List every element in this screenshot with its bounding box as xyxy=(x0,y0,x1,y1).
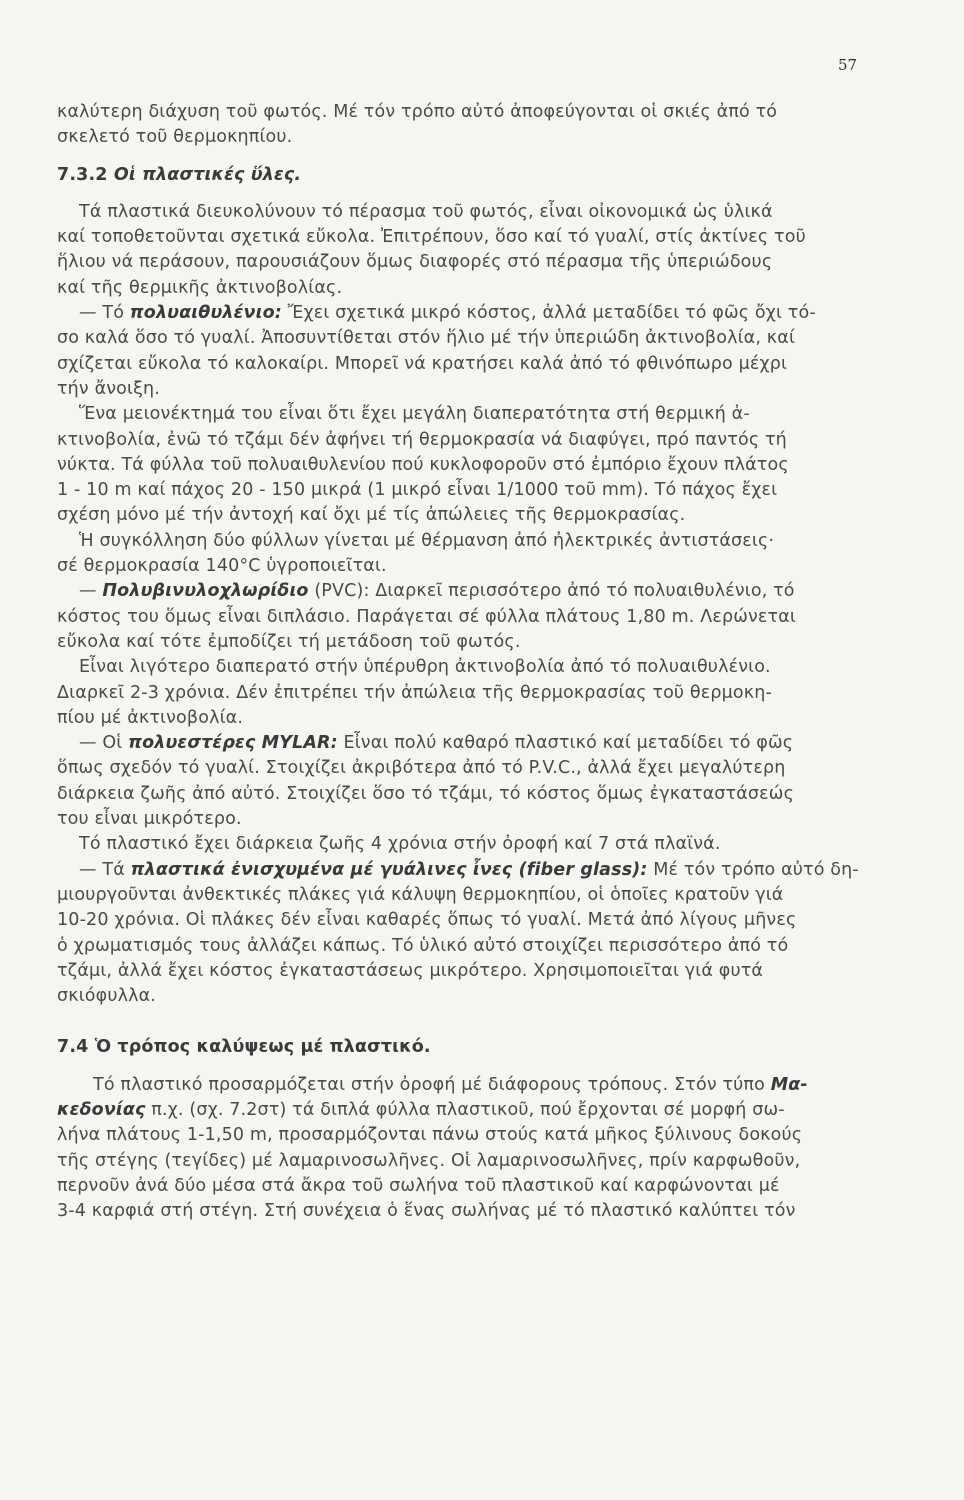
text-line: νύκτα. Τά φύλλα τοῦ πολυαιθυλενίου πού κυκλοφοροῦν στό ἐμπόριο ἔχουν πλάτος xyxy=(57,454,789,475)
text-line: τήν ἄνοιξη. xyxy=(57,378,160,399)
text-line: κεδονίας π.χ. (σχ. 7.2στ) τά διπλά φύλλα πλαστικοῦ, πού ἔρχονται σέ μορφή σω- xyxy=(57,1099,785,1120)
term-mylar: πολυεστέρες MYLAR: xyxy=(128,733,338,754)
term-polyethylene: πολυαιθυλένιο: xyxy=(129,303,282,324)
text-line: 10-20 χρόνια. Οἱ πλάκες δέν εἶναι καθαρές ὅπως τό γυαλί. Μετά ἀπό λίγους μῆνες xyxy=(57,910,797,931)
text-line: πίου μέ ἀκτινοβολία. xyxy=(57,707,244,728)
text-line: σέ θερμοκρασία 140°C ὑγροποιεῖται. xyxy=(57,556,387,577)
text-line: Τά πλαστικά διευκολύνουν τό πέρασμα τοῦ φωτός, εἶναι οἰκονομικά ὡς ὑλικά xyxy=(79,201,773,222)
text-line: καί τῆς θερμικῆς ἀκτινοβολίας. xyxy=(57,277,343,298)
page-body xyxy=(57,100,887,1224)
text-line: Ἡ συγκόλληση δύο φύλλων γίνεται μέ θέρμανση ἀπό ἠλεκτρικές ἀντιστάσεις· xyxy=(79,530,775,551)
fiberglass-paragraph-start: — Τά πλαστικά ἐνισχυμένα μέ γυάλινες ἶνες (fiber glass): Μέ τόν τρόπο αὐτό δη- xyxy=(79,859,859,880)
term-fiberglass: πλαστικά ἐνισχυμένα μέ γυάλινες ἶνες (fiber glass): xyxy=(130,859,648,880)
section-number: 7.3.2 xyxy=(57,164,108,185)
mylar-paragraph-start: — Οἱ πολυεστέρες MYLAR: Εἶναι πολύ καθαρό πλαστικό καί μεταδίδει τό φῶς xyxy=(79,733,794,754)
text-line: κόστος του ὅμως εἶναι διπλάσιο. Παράγεται σέ φύλλα πλάτους 1,80 m. Λερώνεται xyxy=(57,606,796,627)
text-line: σκιόφυλλα. xyxy=(57,986,157,1007)
section-title: Οἱ πλαστικές ὕλες. xyxy=(113,164,302,185)
text-line: λήνα πλάτους 1-1,50 m, προσαρμόζονται πάνω στούς κατά μῆκος ξύλινους δοκούς xyxy=(57,1125,803,1146)
term-macedonia-part1: Μα- xyxy=(770,1074,808,1095)
text-line: διάρκεια ζωῆς ἀπό αὐτό. Στοιχίζει ὅσο τό τζάμι, τό κόστος ὅμως ἐγκαταστάσεώς xyxy=(57,783,794,804)
text-line: περνοῦν ἀνά δύο μέσα στά ἄκρα τοῦ σωλήνα τοῦ πλαστικοῦ καί καρφώνονται μέ xyxy=(57,1175,780,1196)
text-line: Τό πλαστικό προσαρμόζεται στήν ὀροφή μέ διάφορους τρόπους. Στόν τύπο Μα- xyxy=(93,1074,808,1095)
text-line: Τό πλαστικό ἔχει διάρκεια ζωῆς 4 χρόνια στήν ὀροφή καί 7 στά πλαϊνά. xyxy=(79,834,721,855)
text-line: σκελετό τοῦ θερμοκηπίου. xyxy=(57,127,293,148)
text-line: σο καλά ὅσο τό γυαλί. Ἀποσυντίθεται στόν ἥλιο μέ τήν ὑπεριώδη ἀκτινοβολία, καί xyxy=(57,328,796,349)
text-line: ὁ χρωματισμός τους ἀλλάζει κάπως. Τό ὑλικό αὐτό στοιχίζει περισσότερο ἀπό τό xyxy=(57,935,789,956)
polyethylene-paragraph-start: — Τό πολυαιθυλένιο: Ἔχει σχετικά μικρό κόστος, ἀλλά μεταδίδει τό φῶς ὄχι τό- xyxy=(79,303,816,324)
text-line: ἥλιου νά περάσουν, παρουσιάζουν ὅμως διαφορές στό πέρασμα τῆς ὑπεριώδους xyxy=(57,252,773,273)
text-line: μιουργοῦνται ἀνθεκτικές πλάκες γιά κάλυψη θερμοκηπίου, οἱ ὁποῖες κρατοῦν γιά xyxy=(57,884,784,905)
text-line: κτινοβολία, ἐνῶ τό τζάμι δέν ἀφήνει τή θερμοκρασία νά διαφύγει, πρό παντός τή xyxy=(57,429,787,450)
term-pvc: Πολυβινυλοχλωρίδιο xyxy=(102,581,309,602)
text-line: σχίζεται εὔκολα τό καλοκαίρι. Μπορεῖ νά κρατήσει καλά ἀπό τό φθινόπωρο μέχρι xyxy=(57,353,788,374)
text-line: ὅπως σχεδόν τό γυαλί. Στοιχίζει ἀκριβότερα ἀπό τό P.V.C., ἀλλά ἔχει μεγαλύτερη xyxy=(57,758,786,779)
text-line: σχέση μόνο μέ τήν ἀντοχή καί ὄχι μέ τίς ἀπώλειες τῆς θερμοκρασίας. xyxy=(57,505,686,526)
page-number: 57 xyxy=(838,56,858,74)
text-line: Εἶναι λιγότερο διαπερατό στήν ὑπέρυθρη ἀκτινοβολία ἀπό τό πολυαιθυλένιο. xyxy=(79,657,771,678)
text-line: τῆς στέγης (τεγίδες) μέ λαμαρινοσωλῆνες. Οἱ λαμαρινοσωλῆνες, πρίν καρφωθοῦν, xyxy=(57,1150,801,1171)
term-macedonia-part2: κεδονίας xyxy=(57,1099,146,1120)
section-heading-7-3-2 xyxy=(57,163,887,188)
text-line: Ἕνα μειονέκτημά του εἶναι ὅτι ἔχει μεγάλη διαπερατότητα στή θερμική ἀ- xyxy=(79,404,750,425)
text-line: καλύτερη διάχυση τοῦ φωτός. Μέ τόν τρόπο αὐτό ἀποφεύγονται οἱ σκιές ἀπό τό xyxy=(57,102,778,122)
text-line: 1 - 10 m καί πάχος 20 - 150 μικρά (1 μικρό εἶναι 1/1000 τοῦ mm). Τό πάχος ἔχει xyxy=(57,480,778,501)
text-line: του εἶναι μικρότερο. xyxy=(57,809,242,830)
text-line: Διαρκεῖ 2-3 χρόνια. Δέν ἐπιτρέπει τήν ἀπώλεια τῆς θερμοκρασίας τοῦ θερμοκη- xyxy=(57,682,772,703)
text-line: εὔκολα καί τότε ἐμποδίζει τή μετάδοση τοῦ φωτός. xyxy=(57,631,521,652)
text-line: 3-4 καρφιά στή στέγη. Στή συνέχεια ὁ ἕνας σωλήνας μέ τό πλαστικό καλύπτει τόν xyxy=(57,1201,796,1222)
section-heading-7-4: 7.4 Ὁ τρόπος καλύψεως μέ πλαστικό. xyxy=(57,1037,431,1058)
pvc-paragraph-start: — Πολυβινυλοχλωρίδιο (PVC): Διαρκεῖ περισσότερο ἀπό τό πολυαιθυλένιο, τό xyxy=(79,581,795,602)
text-line: τζάμι, ἀλλά ἔχει κόστος ἐγκαταστάσεως μικρότερο. Χρησιμοποιεῖται γιά φυτά xyxy=(57,960,764,981)
text-line: καί τοποθετοῦνται σχετικά εὔκολα. Ἐπιτρέπουν, ὅσο καί τό γυαλί, στίς ἀκτίνες τοῦ xyxy=(57,227,806,248)
